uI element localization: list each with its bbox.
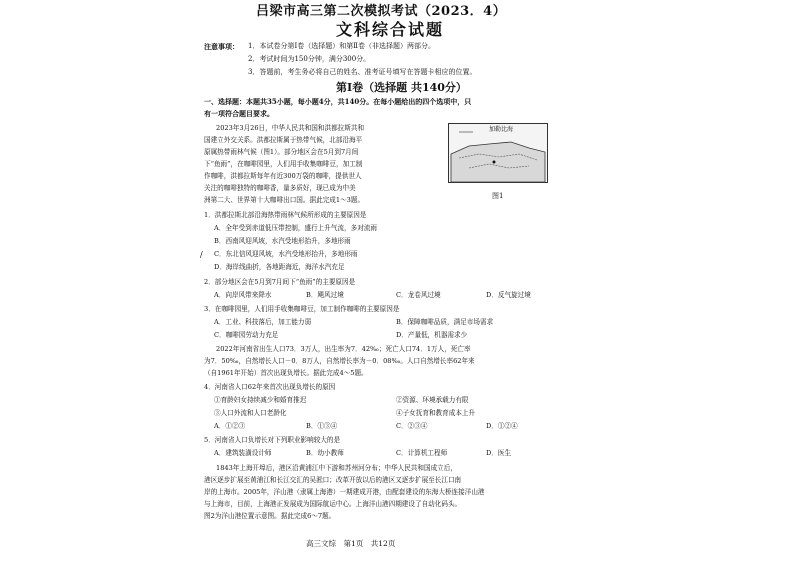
question-option: B．保障咖啡品质，满足市场需求 — [396, 318, 494, 326]
question-option: D．海岸线曲折，各地距海近，海洋水汽充足 — [214, 263, 345, 271]
question-option: D．反气旋过境 — [486, 291, 531, 299]
honduras-map — [448, 123, 548, 183]
question-item: ④子女抚育和教育成本上升 — [396, 409, 476, 417]
question-option: C．计算机工程师 — [396, 449, 448, 457]
notes-label: 注意事项： — [204, 42, 239, 51]
question-option: A．建筑装潢设计师 — [214, 449, 272, 457]
exam-header-title: 吕梁市高三第二次模拟考试（2023．4） — [256, 4, 507, 19]
question-option: B．①③④ — [306, 422, 338, 430]
question-option: D．医生 — [486, 449, 512, 457]
question-option: C．②③④ — [396, 422, 428, 430]
passage-line: 原属热带雨林气候（图1）。部分地区会在5月到7月间 — [204, 148, 359, 156]
question-option: B．西南风迎风坡，水汽受地形抬升，多地形雨 — [214, 237, 351, 245]
passage-line: 下“鱼雨”，在咖啡园里，人们用手收集咖啡豆，加工制 — [204, 160, 363, 168]
passage-line: 关注的咖啡独特的咖啡香，量多质好，现已成为中美 — [204, 184, 356, 192]
question-option: D．产量低，机器需求少 — [396, 331, 468, 339]
passage-line: 国建立外交关系。洪都拉斯属于热带气候，北部沿海平 — [204, 136, 363, 144]
question-option: A．①②③ — [214, 422, 246, 430]
question-option: B．幼小教师 — [306, 449, 344, 457]
page-footer: 高三文综 第1页 共12页 — [306, 539, 396, 548]
question-stem: 1．洪都拉斯北部沿海热带雨林气候所形成的主要原因是 — [204, 211, 367, 219]
question-stem: 2．部分地区会在5月到7月间下“鱼雨”的主要原因是 — [204, 278, 356, 286]
instruction-line: 一、选择题：本题共35小题，每小题4分，共140分。在每小题给出的四个选项中，只 — [204, 97, 472, 106]
passage-line: 岸的上海市。2005年，洋山港（隶属上海港）一期建成开港，由配套建设的东海大桥连接洋山港 — [204, 488, 485, 496]
question-option: C．咖啡园劳动力充足 — [214, 331, 279, 339]
note-item: 2．考试时间为150分钟，满分300分。 — [248, 55, 371, 63]
question-option: B．飓风过境 — [306, 291, 344, 299]
question-stem: 4．河南省人口62年来首次出现负增长的原因 — [204, 383, 336, 391]
exam-subject-title: 文科综合试题 — [336, 20, 445, 39]
note-item: 3．答题前，考生务必将自己的姓名、准考证号填写在答题卡相应的位置。 — [248, 68, 477, 76]
map-sea-label: 加勒比海 — [489, 126, 514, 133]
passage-line: 与上海市，目前，上海港正发展成为国际航运中心。上海洋山港四期建设了自动化码头。 — [204, 500, 462, 508]
passage-line: 为7．50‰，自然增长人口－0．8万人，自然增长率为－0．08‰。人口自然增长率62年来 — [204, 357, 475, 365]
question-item: ①育龄妇女持续减少和婚育推迟 — [214, 396, 307, 404]
question-option: C．东北信风迎风坡，水汽受地形抬升，多地形雨 — [214, 250, 358, 258]
passage-line: （自1961年开始）首次出现负增长。据此完成4～5题。 — [204, 369, 368, 377]
question-option: A．向岸风带来降水 — [214, 291, 272, 299]
figure-caption: 图1 — [492, 192, 504, 200]
exam-page — [196, 0, 596, 561]
passage-line: 2022年河南省出生人口73．3万人，出生率为7．42‰；死亡人口74．1万人，死亡率 — [216, 345, 471, 353]
question-item: ③人口外流和人口老龄化 — [214, 409, 287, 417]
question-option: A．工业、科技落后，加工能力弱 — [214, 318, 312, 326]
note-item: 1．本试卷分第Ⅰ卷（选择题）和第Ⅱ卷（非选择题）两部分。 — [248, 42, 435, 50]
passage-line: 2023年3月26日，中华人民共和国和洪都拉斯共和 — [216, 124, 365, 132]
section-title: 第Ⅰ卷（选择题 共140分） — [336, 81, 467, 94]
passage-line: 1843年上海开埠后，港区沿黄浦江中下游和苏州河分布；中华人民共和国成立后， — [216, 464, 457, 472]
passage-line: 洲第二大、世界第十大咖啡出口国。据此完成1～3题。 — [204, 196, 365, 204]
handwritten-mark: / — [200, 250, 203, 259]
question-option: D．①②④ — [486, 422, 518, 430]
passage-line: 港区逐步扩展至黄浦江和长江交汇的吴淞口；改革开放以后的港区又逐步扩展至长江口南 — [204, 476, 462, 484]
question-item: ②资源、环境承载力有限 — [396, 396, 469, 404]
question-option: A．全年受到赤道低压带控制，盛行上升气流，多对流雨 — [214, 224, 378, 232]
question-stem: 3．在咖啡园里，人们用手收集咖啡豆，加工制作咖啡的主要原因是 — [204, 305, 400, 313]
passage-line: 图2为洋山港位置示意图。据此完成6～7题。 — [204, 512, 336, 520]
question-option: C．龙卷风过境 — [396, 291, 441, 299]
instruction-line: 有一项符合题目要求。 — [204, 109, 274, 118]
passage-line: 作咖啡，洪都拉斯每年有近300万袋的咖啡，提供世人 — [204, 172, 362, 180]
question-stem: 5．河南省人口负增长对下列职业影响较大的是 — [204, 436, 341, 444]
